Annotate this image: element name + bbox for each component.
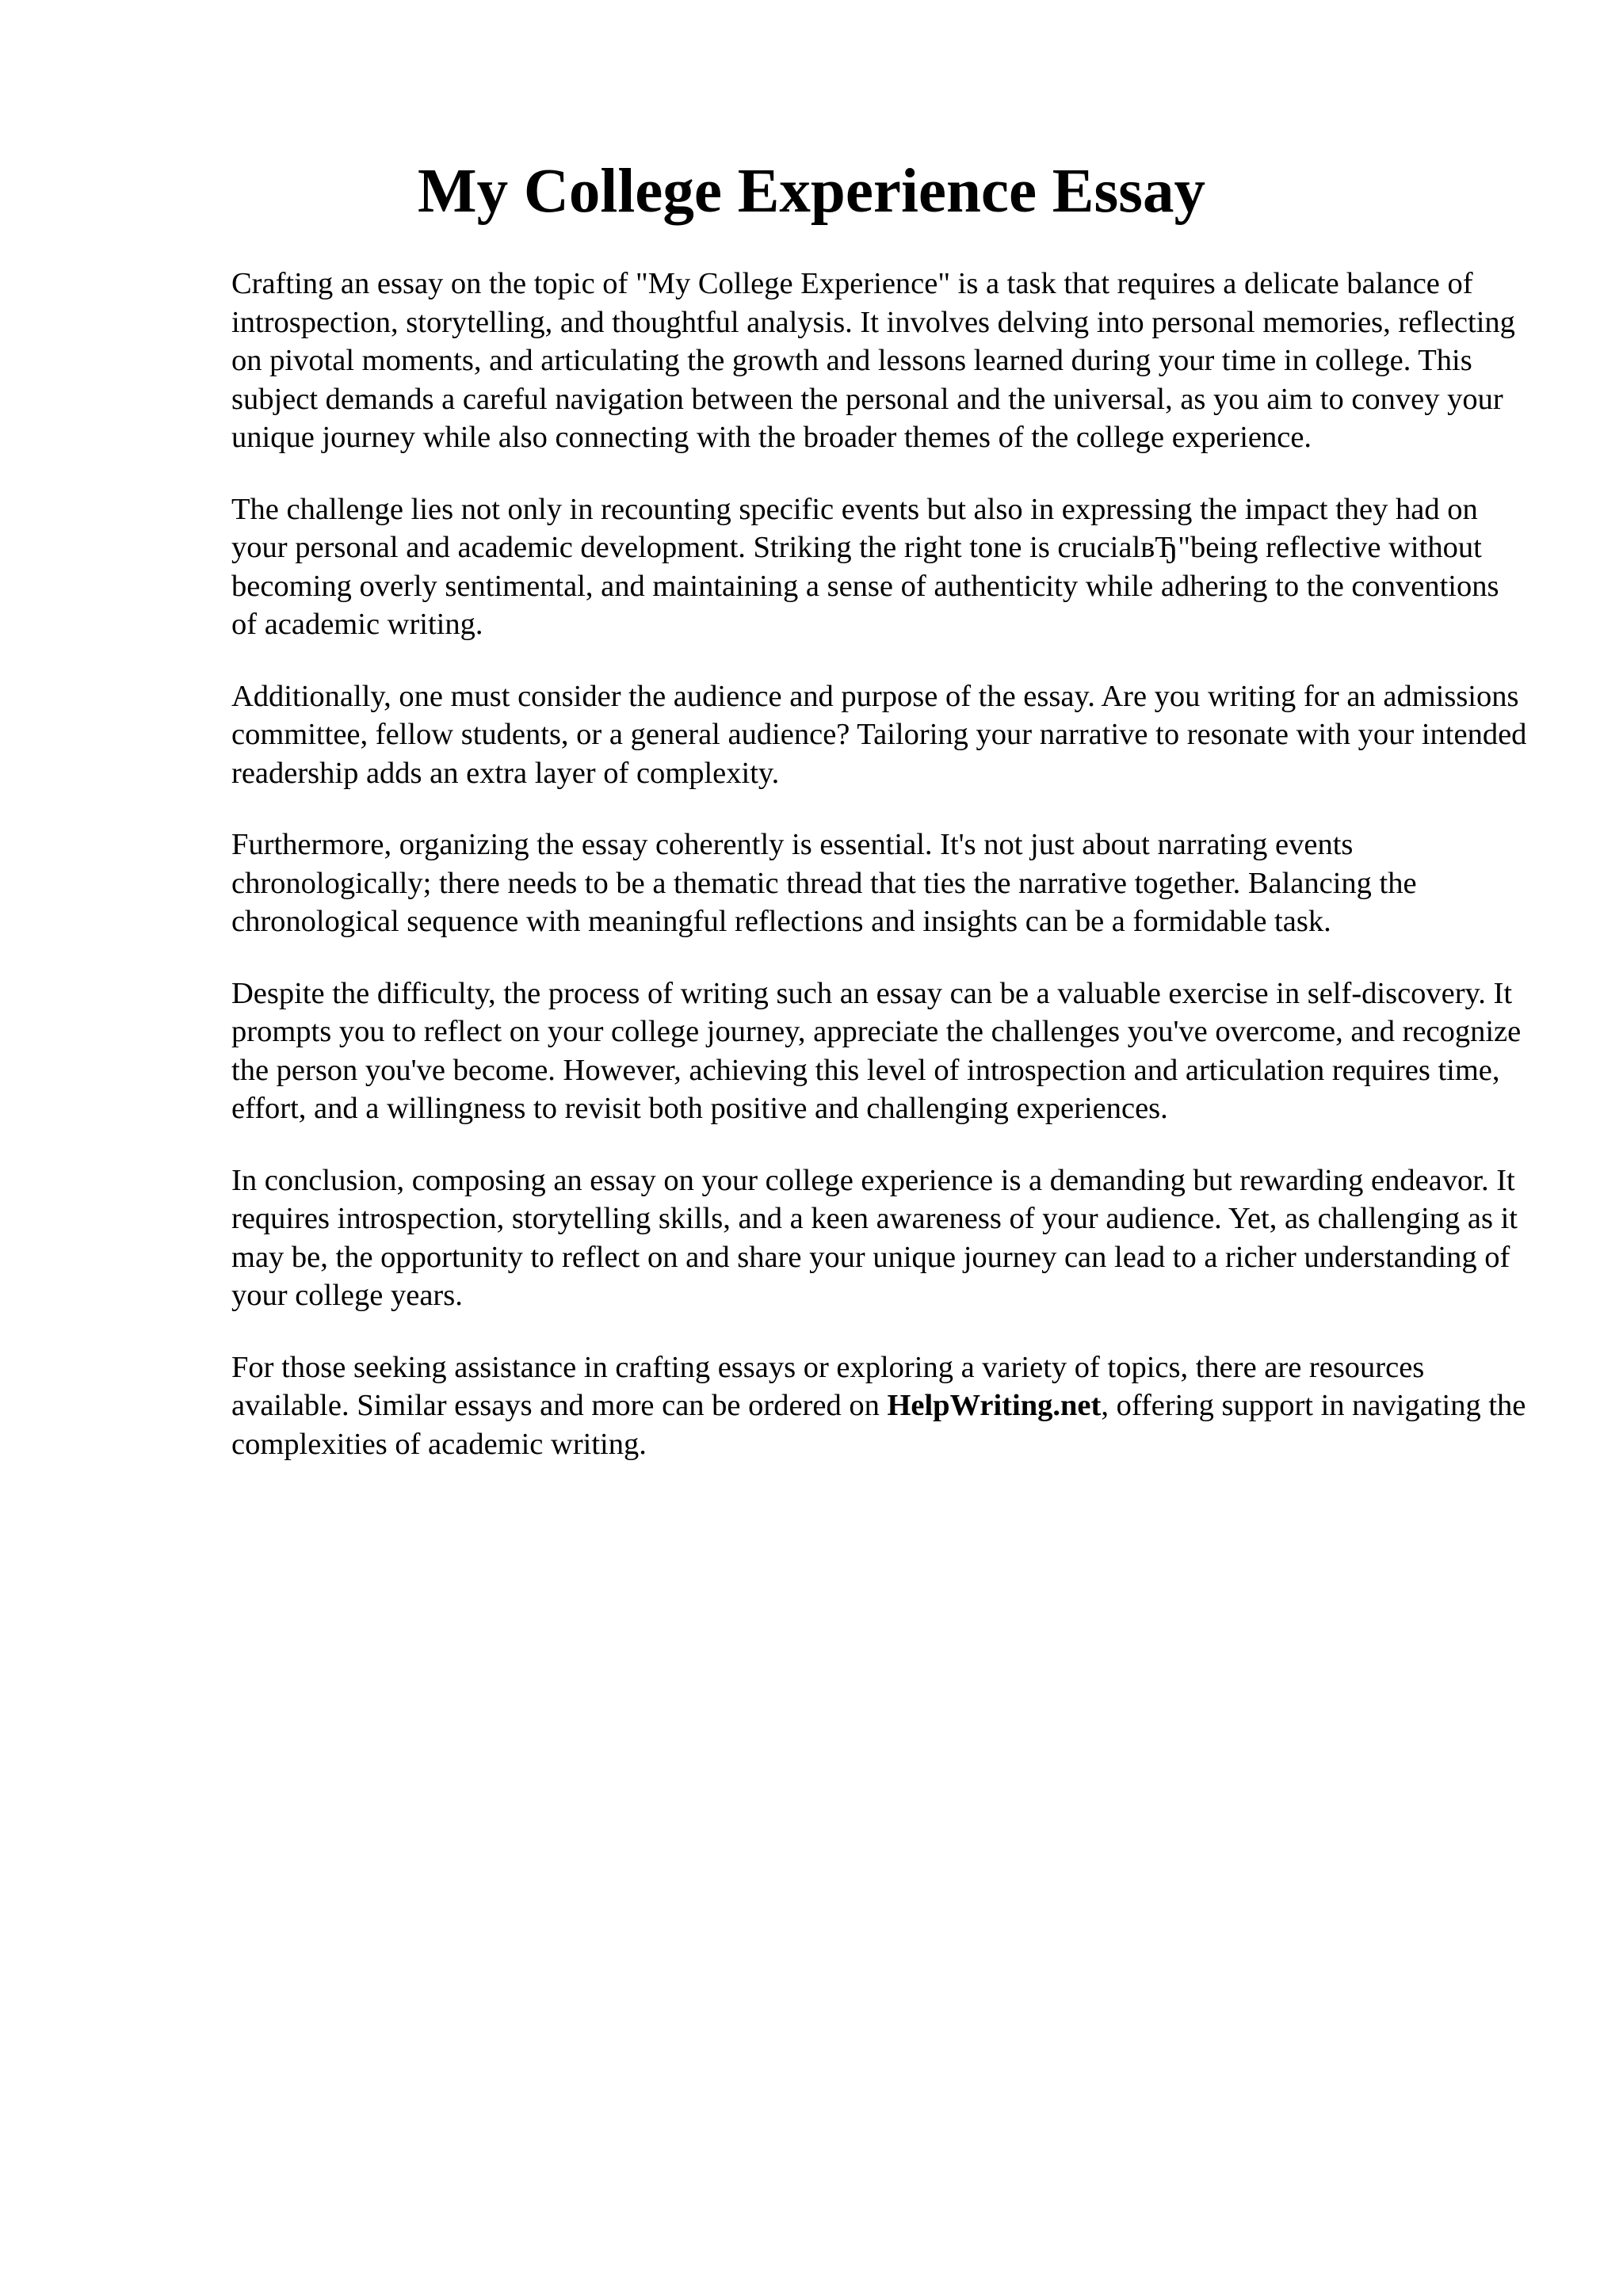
paragraph-1: Crafting an essay on the topic of "My College Experience" is a task that requires a delicate balance of introspection, storytelling, and thoughtful analysis. It involves delving into personal memories, reflecting on pivotal moments, and articulating the growth and lessons learned during your time in college. This subject demands a careful navigation between the personal and the universal, as you aim to convey your unique journey while also connecting with the broader themes of the college experience.: [231, 267, 1515, 454]
closing-text-after: , offering support in navigating the complexities of academic writing.: [231, 1389, 1526, 1461]
closing-paragraph: [231, 1348, 1531, 1464]
helpwriting-link[interactable]: HelpWriting.net: [887, 1389, 1102, 1422]
essay-body: [231, 265, 1531, 1497]
paragraph-4: Furthermore, organizing the essay coherently is essential. It's not just about narrating events chronologically; there needs to be a thematic thread that ties the narrative together. Balancing the chronological sequence with meaningful reflections and insights can be a formidable task.: [231, 828, 1417, 938]
closing-text-before: For those seeking assistance in crafting essays or exploring a variety of topics, there are resources available. Similar essays and more can be ordered on: [231, 1350, 1425, 1422]
page-title: My College Experience Essay: [418, 157, 1205, 226]
paragraph-3: Additionally, one must consider the audience and purpose of the essay. Are you writing for an admissions committee, fellow students, or a general audience? Tailoring your narrative to resonate with your intended readership adds an extra layer of complexity.: [231, 679, 1527, 790]
paragraph-2: The challenge lies not only in recounting specific events but also in expressing the impact they had on your personal and academic development. Striking the right tone is crucialвЂ"being reflective without becoming overly sentimental, and maintaining a sense of authenticity while adhering to the conventions of academic writing.: [231, 492, 1499, 641]
paragraph-6: In conclusion, composing an essay on your college experience is a demanding but rewarding endeavor. It requires introspection, storytelling skills, and a keen awareness of your audience. Yet, as challenging as it may be, the opportunity to reflect on and share your unique journey can lead to a richer understanding of your college years.: [231, 1163, 1518, 1312]
paragraph-5: Despite the difficulty, the process of writing such an essay can be a valuable exercise in self-discovery. It prompts you to reflect on your college journey, appreciate the challenges you've overcome, and recognize the person you've become. However, achieving this level of introspection and articulation requires time, effort, and a willingness to revisit both positive and challenging experiences.: [231, 976, 1522, 1125]
